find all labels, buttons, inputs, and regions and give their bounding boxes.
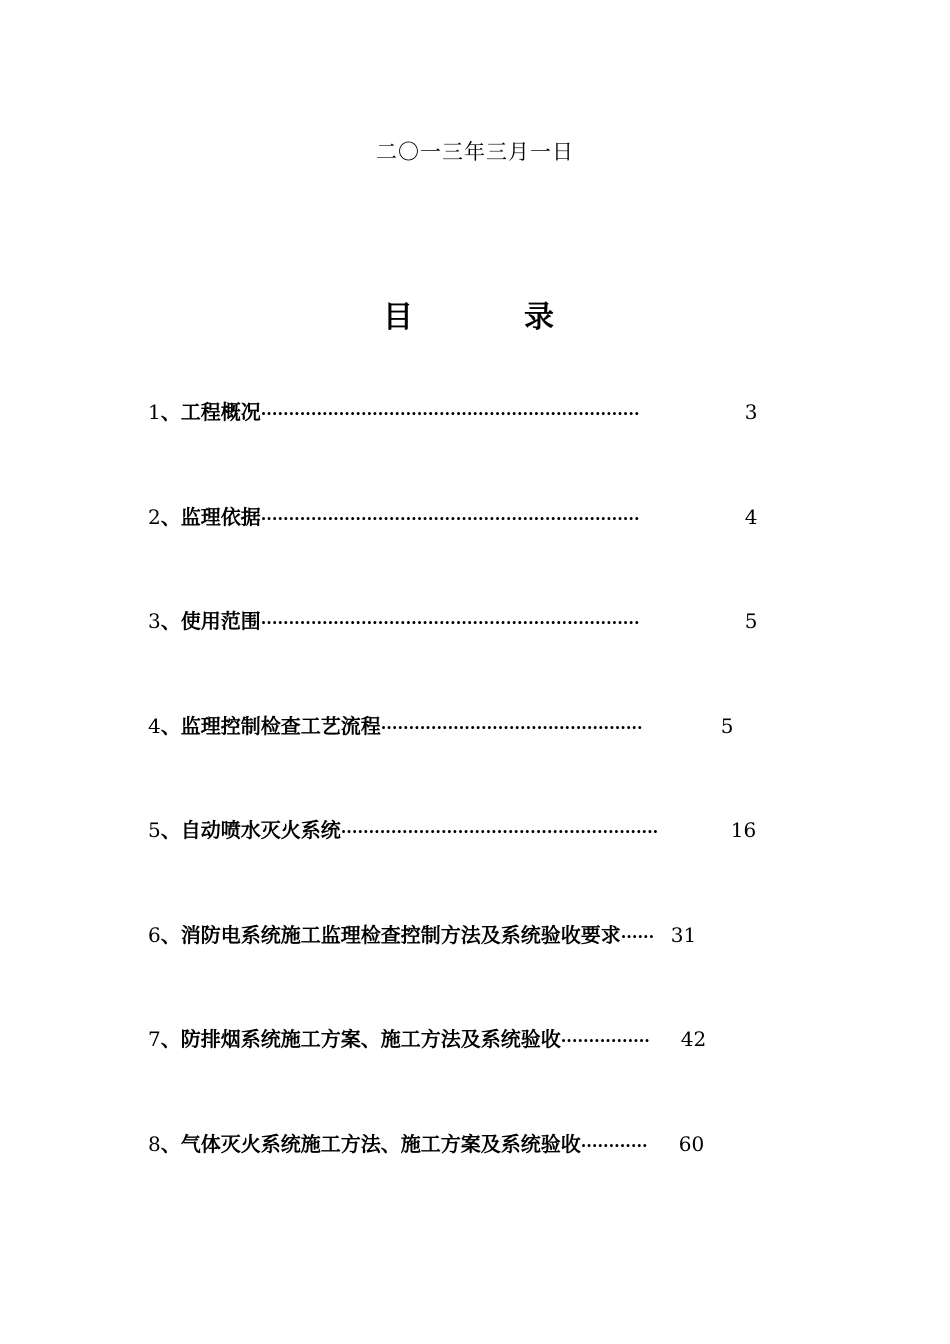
toc-entry-number: 4 <box>148 713 161 738</box>
toc-entry-title: 工程概况 <box>180 400 261 424</box>
toc-entry-2[interactable] <box>148 501 788 606</box>
toc-entry-page: 3 <box>744 400 758 424</box>
toc-entry-separator: 、 <box>160 713 181 738</box>
toc-entry-leader: ············ <box>580 1135 648 1155</box>
toc-entry-separator: 、 <box>160 1027 181 1051</box>
toc-entry-title: 监理控制检查工艺流程 <box>180 713 381 738</box>
toc-entry-number: 2 <box>148 504 161 529</box>
toc-heading-char-2: 录 <box>524 300 554 335</box>
toc-entry-page: 42 <box>680 1027 707 1051</box>
toc-entry-number: 8 <box>148 1131 161 1156</box>
toc-entry-8[interactable] <box>148 1128 788 1233</box>
toc-entry-leader: ················ <box>560 1031 650 1050</box>
toc-entry-number: 1 <box>148 400 161 424</box>
toc-entry-6[interactable] <box>148 919 788 1024</box>
toc-entry-page: 5 <box>720 713 734 738</box>
toc-entry-leader: ························································· <box>340 822 659 841</box>
toc-heading <box>0 292 950 340</box>
toc-entry-title: 自动喷水灭火系统 <box>180 818 341 842</box>
toc-entry-separator: 、 <box>160 1131 181 1156</box>
toc-entry-leader: ···································································· <box>260 613 640 632</box>
toc-entry-separator: 、 <box>160 818 181 842</box>
toc-list <box>148 396 788 1232</box>
toc-entry-leader: ······ <box>620 926 655 946</box>
toc-entry-number: 6 <box>148 922 161 947</box>
toc-entry-title: 气体灭火系统施工方法、施工方案及系统验收 <box>180 1131 581 1156</box>
toc-entry-separator: 、 <box>160 609 181 633</box>
toc-entry-7[interactable] <box>148 1023 788 1128</box>
toc-entry-title: 消防电系统施工监理检查控制方法及系统验收要求 <box>180 922 621 947</box>
toc-entry-leader: ···································································· <box>260 508 640 528</box>
toc-entry-number: 7 <box>148 1027 161 1051</box>
toc-entry-page: 60 <box>678 1131 705 1156</box>
toc-entry-1[interactable] <box>148 396 788 501</box>
toc-entry-number: 5 <box>148 818 161 842</box>
toc-heading-char-1: 目 <box>383 300 413 335</box>
toc-entry-title: 使用范围 <box>180 609 261 633</box>
toc-entry-title: 监理依据 <box>180 504 261 529</box>
toc-entry-page: 16 <box>730 818 757 842</box>
toc-entry-leader: ···································································· <box>260 404 640 423</box>
toc-entry-separator: 、 <box>160 400 181 424</box>
toc-entry-3[interactable] <box>148 605 788 710</box>
toc-entry-number: 3 <box>148 609 161 633</box>
toc-entry-separator: 、 <box>160 922 181 947</box>
document-date: 二〇一三年三月一日 <box>376 140 574 164</box>
toc-entry-leader: ··············································· <box>380 717 643 737</box>
toc-entry-separator: 、 <box>160 504 181 529</box>
toc-entry-page: 31 <box>670 922 697 947</box>
toc-entry-5[interactable] <box>148 814 788 919</box>
toc-entry-page: 5 <box>744 609 758 633</box>
toc-entry-4[interactable] <box>148 710 788 815</box>
toc-entry-page: 4 <box>744 504 758 529</box>
toc-entry-title: 防排烟系统施工方案、施工方法及系统验收 <box>180 1027 561 1051</box>
